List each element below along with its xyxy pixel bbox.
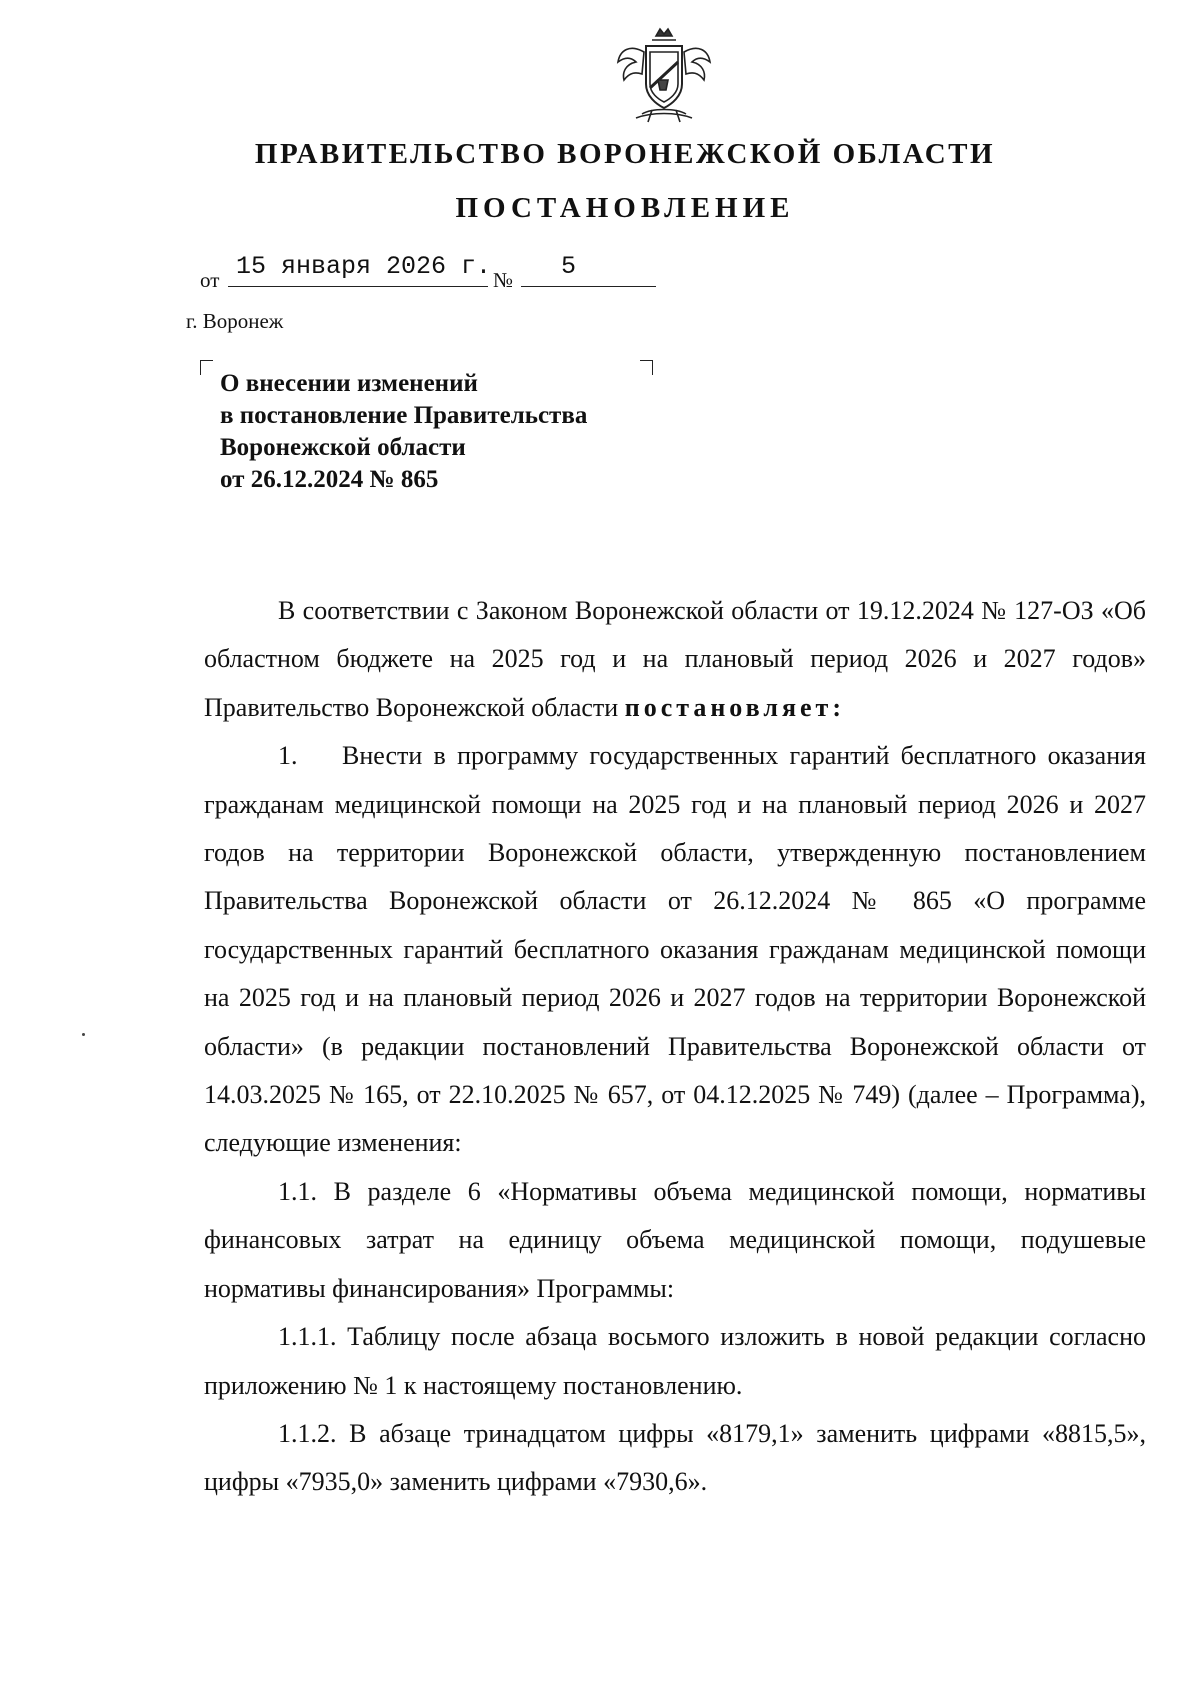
item-text: Внести в программу государственных гарантий бесплатного оказания гражданам медицинской помощи на 2025 год и на плановый период 2026 и 2027 годов на территории Воронежской области, утвержденную постановлением Правительства Воронежской области от 26.12.2024 № 865 «О программе государственных гарантий бесплатного оказания гражданам медицинской помощи на 2025 год и на плановый период 2026 и 2027 годов на территории Воронежской области» (в редакции постановлений Правительства Воронежской области от 14.03.2025 № 165, от 22.10.2025 № 657, от 04.12.2025 № 749) (далее – Программа), следующие изменения: <box>204 741 1146 1158</box>
item-number: 1. <box>278 741 298 771</box>
subject-line: О внесении изменений <box>220 370 478 397</box>
subject-line: от 26.12.2024 № 865 <box>220 466 439 493</box>
subject-corner-left <box>200 360 213 375</box>
number-underline <box>521 286 656 287</box>
paragraph-item-1 <box>204 732 1146 1168</box>
document-subject <box>220 368 587 496</box>
subject-corner-right <box>640 360 653 375</box>
decree-verb: постановляет: <box>624 692 845 722</box>
document-body <box>204 587 1146 1507</box>
coat-of-arms-icon <box>612 26 716 126</box>
date-prefix: от <box>200 268 220 292</box>
government-name: ПРАВИТЕЛЬСТВО ВОРОНЕЖСКОЙ ОБЛАСТИ <box>254 138 996 170</box>
date-underline <box>228 286 488 287</box>
document-number: 5 <box>561 252 577 281</box>
city: г. Воронеж <box>186 309 284 333</box>
subject-line: в постановление Правительства <box>220 402 588 429</box>
preamble-text: В соответствии с Законом Воронежской области от 19.12.2024 № 127-ОЗ «Об областном бюджете на 2025 год и на плановый период 2026 и 2027 годов» Правительство Воронежской области <box>204 596 1146 722</box>
paragraph-item-1-1-2: 1.1.2. В абзаце тринадцатом цифры «8179,1» заменить цифрами «8815,5», цифры «7935,0» заменить цифрами «7930,6». <box>204 1418 1146 1497</box>
subject-line: Воронежской области <box>220 434 466 461</box>
paragraph-item-1-1: 1.1. В разделе 6 «Нормативы объема медицинской помощи, нормативы финансовых затрат на единицу объема медицинской помощи, подушевые нормативы финансирования» Программы: <box>204 1176 1146 1303</box>
document-type: ПОСТАНОВЛЕНИЕ <box>455 192 795 224</box>
scan-speck <box>82 1033 85 1036</box>
paragraph-item-1-1-1: 1.1.1. Таблицу после абзаца восьмого изложить в новой редакции согласно приложению № 1 к настоящему постановлению. <box>204 1322 1146 1400</box>
paragraph-preamble <box>204 587 1146 732</box>
document-date: 15 января 2026 г. <box>236 252 492 281</box>
number-prefix: № <box>493 268 514 292</box>
